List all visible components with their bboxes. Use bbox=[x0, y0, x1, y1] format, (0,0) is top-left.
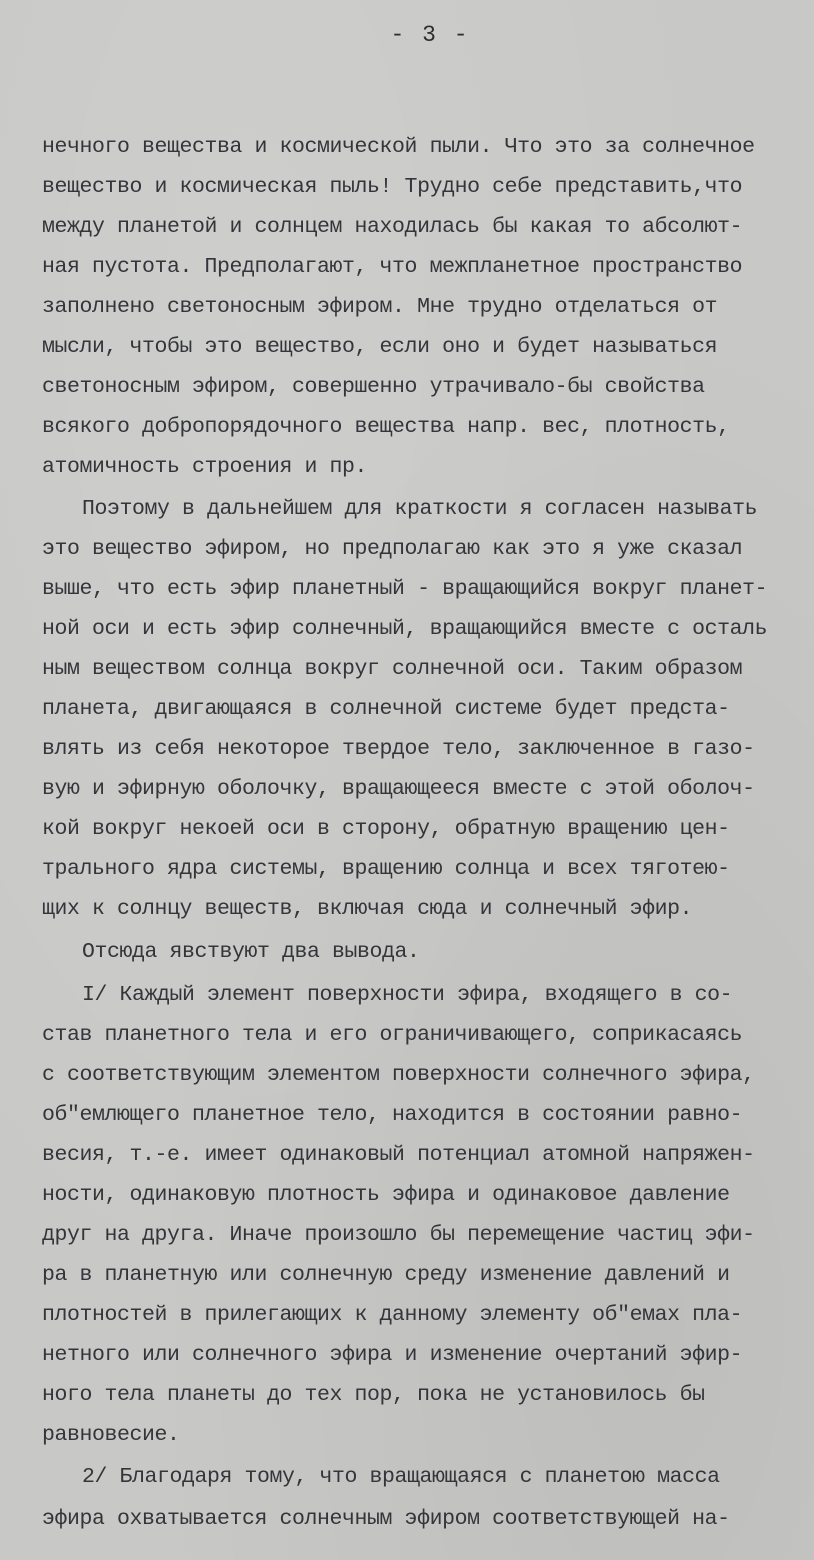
page-number: - 3 - bbox=[390, 22, 470, 48]
text-line: ности, одинаковую плотность эфира и одинаковое давление bbox=[42, 1183, 730, 1207]
text-line: Отсюда явствуют два вывода. bbox=[82, 940, 420, 964]
text-line: трального ядра системы, вращению солнца и всех тяготею- bbox=[42, 857, 730, 881]
text-line: нетного или солнечного эфира и изменение очертаний эфир- bbox=[42, 1343, 743, 1367]
text-line: Поэтому в дальнейшем для краткости я согласен называть bbox=[82, 497, 758, 521]
text-line: вещество и космическая пыль! Трудно себе представить,что bbox=[42, 175, 743, 199]
text-line: 2/ Благодаря тому, что вращающаяся с планетою масса bbox=[82, 1465, 720, 1489]
text-line: это вещество эфиром, но предполагаю как это я уже сказал bbox=[42, 537, 743, 561]
text-line: нечного вещества и космической пыли. Что это за солнечное bbox=[42, 135, 755, 159]
text-line: об"емлющего планетное тело, находится в состоянии равно- bbox=[42, 1103, 743, 1127]
text-line: мысли, чтобы это вещество, если оно и будет называться bbox=[42, 335, 718, 359]
text-line: ным веществом солнца вокруг солнечной оси. Таким образом bbox=[42, 657, 743, 681]
text-line: атомичность строения и пр. bbox=[42, 455, 368, 479]
text-line: плотностей в прилегающих к данному элементу об"емах пла- bbox=[42, 1303, 743, 1327]
text-line: став планетного тела и его ограничивающего, соприкасаясь bbox=[42, 1023, 743, 1047]
text-line: друг на друга. Иначе произошло бы перемещение частиц эфи- bbox=[42, 1223, 755, 1247]
text-line: заполнено светоносным эфиром. Мне трудно отделаться от bbox=[42, 295, 718, 319]
text-line: ной оси и есть эфир солнечный, вращающийся вместе с осталь bbox=[42, 617, 768, 641]
text-line: щих к солнцу веществ, включая сюда и солнечный эфир. bbox=[42, 897, 693, 921]
text-line: равновесие. bbox=[42, 1423, 180, 1447]
text-line: влять из себя некоторое твердое тело, заключенное в газо- bbox=[42, 737, 755, 761]
text-line: всякого добропорядочного вещества напр. вес, плотность, bbox=[42, 415, 730, 439]
text-line: ра в планетную или солнечную среду изменение давлений и bbox=[42, 1263, 730, 1287]
text-line: светоносным эфиром, совершенно утрачивало-бы свойства bbox=[42, 375, 705, 399]
text-line: с соответствующим элементом поверхности солнечного эфира, bbox=[42, 1063, 755, 1087]
text-line: весия, т.-е. имеет одинаковый потенциал атомной напряжен- bbox=[42, 1143, 755, 1167]
text-line: ная пустота. Предполагают, что межпланетное пространство bbox=[42, 255, 743, 279]
text-line: I/ Каждый элемент поверхности эфира, входящего в со- bbox=[82, 983, 733, 1007]
text-line: эфира охватывается солнечным эфиром соответствующей на- bbox=[42, 1507, 730, 1531]
text-line: выше, что есть эфир планетный - вращающийся вокруг планет- bbox=[42, 577, 768, 601]
text-line: вую и эфирную оболочку, вращающееся вместе с этой оболоч- bbox=[42, 777, 755, 801]
text-line: ного тела планеты до тех пор, пока не установилось бы bbox=[42, 1383, 705, 1407]
text-line: кой вокруг некоей оси в сторону, обратную вращению цен- bbox=[42, 817, 730, 841]
text-line: планета, двигающаяся в солнечной системе будет предста- bbox=[42, 697, 730, 721]
text-line: между планетой и солнцем находилась бы какая то абсолют- bbox=[42, 215, 743, 239]
